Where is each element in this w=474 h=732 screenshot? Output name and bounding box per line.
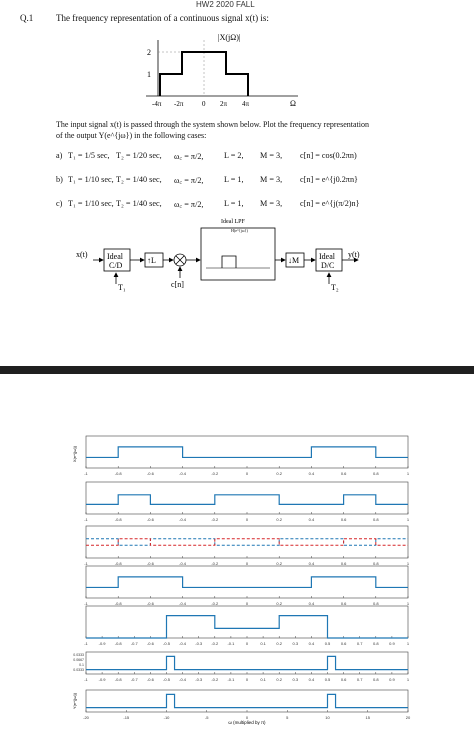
case-t2: T₂ = 1/20 sec, xyxy=(116,151,162,160)
tick-label: -0.6 xyxy=(146,561,154,566)
ytick-label: 0.0667 xyxy=(73,658,84,662)
tick-label: 0.6 xyxy=(340,677,347,682)
tick-label: 0.5 xyxy=(324,641,331,646)
case-m: M = 3, xyxy=(260,199,283,208)
plot-panel-1 xyxy=(84,436,410,476)
tick-label: 0.6 xyxy=(340,601,347,606)
tick-label: -0.8 xyxy=(114,561,122,566)
series-line xyxy=(86,495,408,505)
tick-label: -0.2 xyxy=(211,561,219,566)
tick-label: 1 xyxy=(406,517,410,522)
tick-label: 0.9 xyxy=(389,677,395,682)
tick-label: 0.1 xyxy=(260,677,266,682)
ylabel-first: X(e^{jω}) xyxy=(72,445,77,463)
tick-label: 1 xyxy=(406,601,410,606)
case-l: L = 1, xyxy=(224,199,244,208)
case-label: a) xyxy=(56,151,63,160)
tick-label: 20 xyxy=(405,715,411,720)
tick-label: -0.4 xyxy=(179,517,187,522)
tick-label: 0.2 xyxy=(276,471,282,476)
case-t2: T₂ = 1/40 sec, xyxy=(116,199,162,208)
tick-label: 0.4 xyxy=(308,471,315,476)
case-c: c[n] = e^{j0.2πn} xyxy=(300,175,358,184)
spectrum-title: |X(jΩ)| xyxy=(218,33,241,42)
lpf-subtitle: H(e^{jω}) xyxy=(231,228,248,233)
case-m: M = 3, xyxy=(260,175,283,184)
x-axis-label: Ω xyxy=(290,99,296,108)
case-wc: ω꜀ = π/2, xyxy=(174,200,204,209)
tick-label: -0.4 xyxy=(179,561,187,566)
tick-label: -0.3 xyxy=(195,641,203,646)
tick-label: -1 xyxy=(84,561,88,566)
case-c: c[n] = e^{j(π/2)n} xyxy=(300,199,360,208)
plot-panel-7 xyxy=(83,690,411,720)
tick-label: 10 xyxy=(325,715,330,720)
tick-label: 0.2 xyxy=(276,601,282,606)
tick-label: 15 xyxy=(365,715,370,720)
tick-label: -0.2 xyxy=(211,601,219,606)
tick-label: -1 xyxy=(84,471,88,476)
case-l: L = 2, xyxy=(224,151,244,160)
tick-label: 1 xyxy=(406,561,410,566)
tick-label: 0 xyxy=(245,561,249,566)
tick-label: 0.6 xyxy=(340,641,347,646)
tick-label: 0.2 xyxy=(276,561,282,566)
tick-label: 0.3 xyxy=(292,641,299,646)
tick-label: -0.1 xyxy=(227,641,235,646)
tick-label: 0.8 xyxy=(373,601,379,606)
dc-sub: T₂ xyxy=(331,283,339,292)
tick-label: -0.6 xyxy=(146,517,154,522)
plot-panel-2 xyxy=(84,482,410,522)
ytick-label: 0.0333 xyxy=(73,668,84,672)
tick-label: 0.6 xyxy=(340,517,347,522)
case-m: M = 3, xyxy=(260,151,283,160)
block-diagram xyxy=(56,214,386,294)
tick-label: 0.8 xyxy=(373,641,379,646)
tick-label: 0.9 xyxy=(389,641,395,646)
case-t1: T₁ = 1/5 sec, xyxy=(68,151,110,160)
tick-label: 0.2 xyxy=(276,677,282,682)
xlabel-bottom: ω (multiplied by π) xyxy=(228,720,266,725)
ytick-label: 0.0333 xyxy=(73,653,84,657)
header-fragment: HW2 2020 FALL xyxy=(196,0,255,9)
tick-label: 0.1 xyxy=(260,641,266,646)
tick-label: 0.2 xyxy=(276,641,282,646)
series-line xyxy=(86,616,408,638)
downsample-label: ↓M xyxy=(288,256,300,265)
case-t1: T₁ = 1/10 sec, xyxy=(68,175,114,184)
upsample-label: ↑L xyxy=(147,256,156,265)
tick-label: -1 xyxy=(84,677,88,682)
tick-label: 0.8 xyxy=(373,517,379,522)
tick-label: -0.3 xyxy=(195,677,203,682)
xtick-4pi: 4π xyxy=(242,100,250,108)
tick-label: -0.4 xyxy=(179,471,187,476)
series-line xyxy=(86,656,408,669)
series-line xyxy=(86,447,408,458)
tick-label: 0.4 xyxy=(308,517,315,522)
lpf-title: Ideal LPF xyxy=(221,219,245,225)
tick-label: -5 xyxy=(204,715,209,720)
case-l: L = 1, xyxy=(224,175,244,184)
xtick-neg2pi: -2π xyxy=(174,100,184,108)
xtick-2pi: 2π xyxy=(220,100,228,108)
case-label: c) xyxy=(56,199,63,208)
tick-label: -0.8 xyxy=(114,471,122,476)
tick-label: 0.4 xyxy=(308,641,315,646)
cd-line2: C/D xyxy=(109,261,123,270)
tick-label: 0 xyxy=(245,517,249,522)
case-c: c[n] = cos(0.2πn) xyxy=(300,151,357,160)
ytick-2: 2 xyxy=(147,48,151,57)
ytick-label: 0.1 xyxy=(79,663,84,667)
tick-label: 0.8 xyxy=(373,471,379,476)
plot-panel-6 xyxy=(73,652,410,682)
tick-label: 0.7 xyxy=(356,641,363,646)
tick-label: 0.4 xyxy=(308,601,315,606)
input-label: x(t) xyxy=(76,250,88,259)
plot-panel-3 xyxy=(84,526,410,566)
tick-label: 0.5 xyxy=(324,677,331,682)
cd-line1: Ideal xyxy=(107,252,123,261)
ylabel-last: Y(e^{jω}) xyxy=(72,692,77,710)
tick-label: -0.4 xyxy=(179,677,187,682)
tick-label: 1 xyxy=(406,471,410,476)
ytick-1: 1 xyxy=(147,70,151,79)
tick-label: 5 xyxy=(286,715,289,720)
tick-label: -1 xyxy=(84,601,88,606)
tick-label: -0.7 xyxy=(130,677,138,682)
tick-label: -0.1 xyxy=(227,677,235,682)
tick-label: -0.9 xyxy=(98,677,106,682)
lowpass-filter xyxy=(201,228,275,280)
case-t2: T₂ = 1/40 sec, xyxy=(116,175,162,184)
tick-label: -0.2 xyxy=(211,517,219,522)
case-t1: T₁ = 1/10 sec, xyxy=(68,199,114,208)
lpf-response xyxy=(222,256,236,268)
case-label: b) xyxy=(56,175,63,184)
tick-label: 1 xyxy=(406,641,410,646)
tick-label: 0.4 xyxy=(308,677,315,682)
tick-label: -0.5 xyxy=(163,641,170,646)
tick-label: -0.4 xyxy=(179,641,187,646)
question-number: Q.1 xyxy=(20,13,34,23)
tick-label: -0.6 xyxy=(146,677,154,682)
tick-label: 0.6 xyxy=(340,471,347,476)
tick-label: 0.4 xyxy=(308,561,315,566)
tick-label: -0.5 xyxy=(163,677,170,682)
tick-label: -1 xyxy=(84,641,88,646)
instructions-line-2: of the output Y(e^{jω}) in the following cases: xyxy=(56,131,207,140)
plot-panel-4 xyxy=(84,566,410,606)
tick-label: -0.2 xyxy=(211,471,219,476)
series-line xyxy=(86,539,408,545)
section-divider xyxy=(0,366,474,374)
tick-label: -0.6 xyxy=(146,601,154,606)
tick-label: 0 xyxy=(245,471,249,476)
tick-label: -0.6 xyxy=(146,641,154,646)
tick-label: -20 xyxy=(83,715,89,720)
tick-label: 0 xyxy=(245,601,249,606)
tick-label: -1 xyxy=(84,517,88,522)
tick-label: -0.4 xyxy=(179,601,187,606)
tick-label: -0.8 xyxy=(114,601,122,606)
tick-label: -0.2 xyxy=(211,677,219,682)
tick-label: 0.3 xyxy=(292,677,299,682)
tick-label: -0.8 xyxy=(114,677,122,682)
case-wc: ω꜀ = π/2, xyxy=(174,176,204,185)
series-line xyxy=(86,577,408,588)
frequency-plots xyxy=(0,374,474,732)
dc-line1: Ideal xyxy=(319,252,335,261)
plot-panel-5 xyxy=(84,606,410,646)
tick-label: -0.7 xyxy=(130,641,138,646)
instructions-line-1: The input signal x(t) is passed through the system shown below. Plot the frequency representation xyxy=(56,120,369,129)
tick-label: -15 xyxy=(123,715,130,720)
tick-label: 0.6 xyxy=(340,561,347,566)
spectrum-plot xyxy=(138,30,308,110)
question-text: The frequency representation of a continuous signal x(t) is: xyxy=(56,13,269,23)
tick-label: 1 xyxy=(406,677,410,682)
tick-label: 0 xyxy=(245,677,249,682)
xtick-neg4pi: -4π xyxy=(152,100,162,108)
tick-label: -10 xyxy=(163,715,170,720)
tick-label: -0.2 xyxy=(211,641,219,646)
tick-label: 0.2 xyxy=(276,517,282,522)
case-wc: ω꜀ = π/2, xyxy=(174,152,204,161)
tick-label: 0 xyxy=(245,715,249,720)
tick-label: -0.6 xyxy=(146,471,154,476)
cd-sub: T₁ xyxy=(118,283,126,292)
tick-label: 0.8 xyxy=(373,677,379,682)
mixer-label: c[n] xyxy=(171,280,184,289)
tick-label: -0.8 xyxy=(114,641,122,646)
tick-label: 0.8 xyxy=(373,561,379,566)
tick-label: 0 xyxy=(245,641,249,646)
dc-line2: D/C xyxy=(321,261,335,270)
output-label: y(t) xyxy=(348,250,360,259)
series-line xyxy=(86,694,408,707)
series-line xyxy=(86,539,408,545)
tick-label: -0.9 xyxy=(98,641,106,646)
xtick-0: 0 xyxy=(202,100,206,108)
tick-label: 0.7 xyxy=(356,677,363,682)
tick-label: -0.8 xyxy=(114,517,122,522)
